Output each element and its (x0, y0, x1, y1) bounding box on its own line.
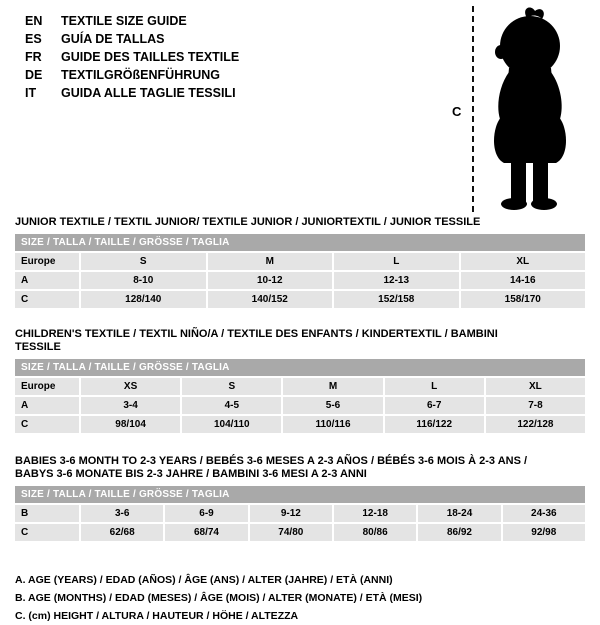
footnote-age-months: B. AGE (MONTHS) / EDAD (MESES) / ÂGE (MOIS) / ALTER (MONATE) / ETÀ (MESI) (15, 592, 423, 604)
table-row (15, 378, 585, 395)
cell: 152/158 (334, 291, 459, 308)
height-measure-label: C (452, 104, 462, 119)
row-label: A (15, 397, 79, 414)
lang-title: GUIDE DES TAILLES TEXTILE (61, 50, 240, 64)
lang-row-fr (25, 48, 239, 66)
cell: S (81, 253, 206, 270)
cell: S (182, 378, 281, 395)
row-label: C (15, 291, 79, 308)
lang-title: TEXTILE SIZE GUIDE (61, 14, 187, 28)
table-row (15, 397, 585, 414)
cell: 122/128 (486, 416, 585, 433)
cell: 116/122 (385, 416, 484, 433)
table-header: SIZE / TALLA / TAILLE / GRÖSSE / TAGLIA (15, 486, 585, 503)
cell: 24-36 (503, 505, 585, 522)
cell: 10-12 (208, 272, 333, 289)
cell: 86/92 (418, 524, 500, 541)
lang-code: FR (25, 50, 42, 64)
cell: 12-18 (334, 505, 416, 522)
footnote-height: C. (cm) HEIGHT / ALTURA / HAUTEUR / HÖHE / ALTEZZA (15, 610, 299, 622)
babies-size-table (15, 486, 585, 541)
lang-code: IT (25, 86, 37, 100)
lang-row-it (25, 84, 239, 102)
cell: 14-16 (461, 272, 586, 289)
table-header: SIZE / TALLA / TAILLE / GRÖSSE / TAGLIA (15, 359, 585, 376)
row-label: B (15, 505, 79, 522)
lang-title: TEXTILGRÖßENFÜHRUNG (61, 68, 221, 82)
table-row (15, 505, 585, 522)
cell: L (334, 253, 459, 270)
cell: 128/140 (81, 291, 206, 308)
cell: XL (461, 253, 586, 270)
cell: 6-7 (385, 397, 484, 414)
cell: XL (486, 378, 585, 395)
cell: 68/74 (165, 524, 247, 541)
cell: 110/116 (283, 416, 382, 433)
cell: 3-6 (81, 505, 163, 522)
lang-row-de (25, 66, 239, 84)
table-row (15, 291, 585, 308)
row-label: Europe (15, 378, 79, 395)
cell: M (283, 378, 382, 395)
legend-footnotes (15, 571, 585, 625)
cell: 140/152 (208, 291, 333, 308)
size-tables-content (15, 216, 585, 625)
cell: 92/98 (503, 524, 585, 541)
row-label: C (15, 416, 79, 433)
cell: 80/86 (334, 524, 416, 541)
cell: 7-8 (486, 397, 585, 414)
cell: M (208, 253, 333, 270)
section-junior (15, 216, 585, 308)
cell: 98/104 (81, 416, 180, 433)
cell: 8-10 (81, 272, 206, 289)
cell: 5-6 (283, 397, 382, 414)
table-row (15, 524, 585, 541)
cell: 6-9 (165, 505, 247, 522)
cell: 18-24 (418, 505, 500, 522)
section-title: BABIES 3-6 MONTH TO 2-3 YEARS / BEBÉS 3-6 MESES A 2-3 AÑOS / BÉBÉS 3-6 MOIS À 2-3 ANS / BABYS 3-6 MONATE BIS 2-3 JAHRE / BAMBINI 3-6 MESI A 2-3 ANNI (15, 455, 528, 480)
cell: XS (81, 378, 180, 395)
section-title: CHILDREN'S TEXTILE / TEXTIL NIÑO/A / TEXTILE DES ENFANTS / KINDERTEXTIL / BAMBINI TESSILE (15, 328, 498, 353)
row-label: C (15, 524, 79, 541)
language-title-list (25, 12, 239, 102)
cell: 158/170 (461, 291, 586, 308)
footnote-age-years: A. AGE (YEARS) / EDAD (AÑOS) / ÂGE (ANS) / ALTER (JAHRE) / ETÀ (ANNI) (15, 574, 393, 586)
section-title: JUNIOR TEXTILE / TEXTIL JUNIOR/ TEXTILE JUNIOR / JUNIORTEXTIL / JUNIOR TESSILE (15, 216, 481, 228)
lang-title: GUÍA DE TALLAS (61, 32, 165, 46)
lang-title: GUIDA ALLE TAGLIE TESSILI (61, 86, 236, 100)
cell: 9-12 (250, 505, 332, 522)
lang-code: EN (25, 14, 43, 28)
children-size-table (15, 359, 585, 433)
cell: 4-5 (182, 397, 281, 414)
row-label: A (15, 272, 79, 289)
cell: 104/110 (182, 416, 281, 433)
table-row (15, 416, 585, 433)
lang-row-en (25, 12, 239, 30)
junior-size-table (15, 234, 585, 308)
table-row (15, 253, 585, 270)
cell: 3-4 (81, 397, 180, 414)
lang-row-es (25, 30, 239, 48)
cell: L (385, 378, 484, 395)
lang-code: ES (25, 32, 42, 46)
cell: 12-13 (334, 272, 459, 289)
section-children (15, 328, 585, 433)
baby-silhouette-icon (468, 6, 600, 212)
lang-code: DE (25, 68, 43, 82)
cell: 74/80 (250, 524, 332, 541)
table-header: SIZE / TALLA / TAILLE / GRÖSSE / TAGLIA (15, 234, 585, 251)
cell: 62/68 (81, 524, 163, 541)
row-label: Europe (15, 253, 79, 270)
table-row (15, 272, 585, 289)
section-babies (15, 455, 585, 541)
